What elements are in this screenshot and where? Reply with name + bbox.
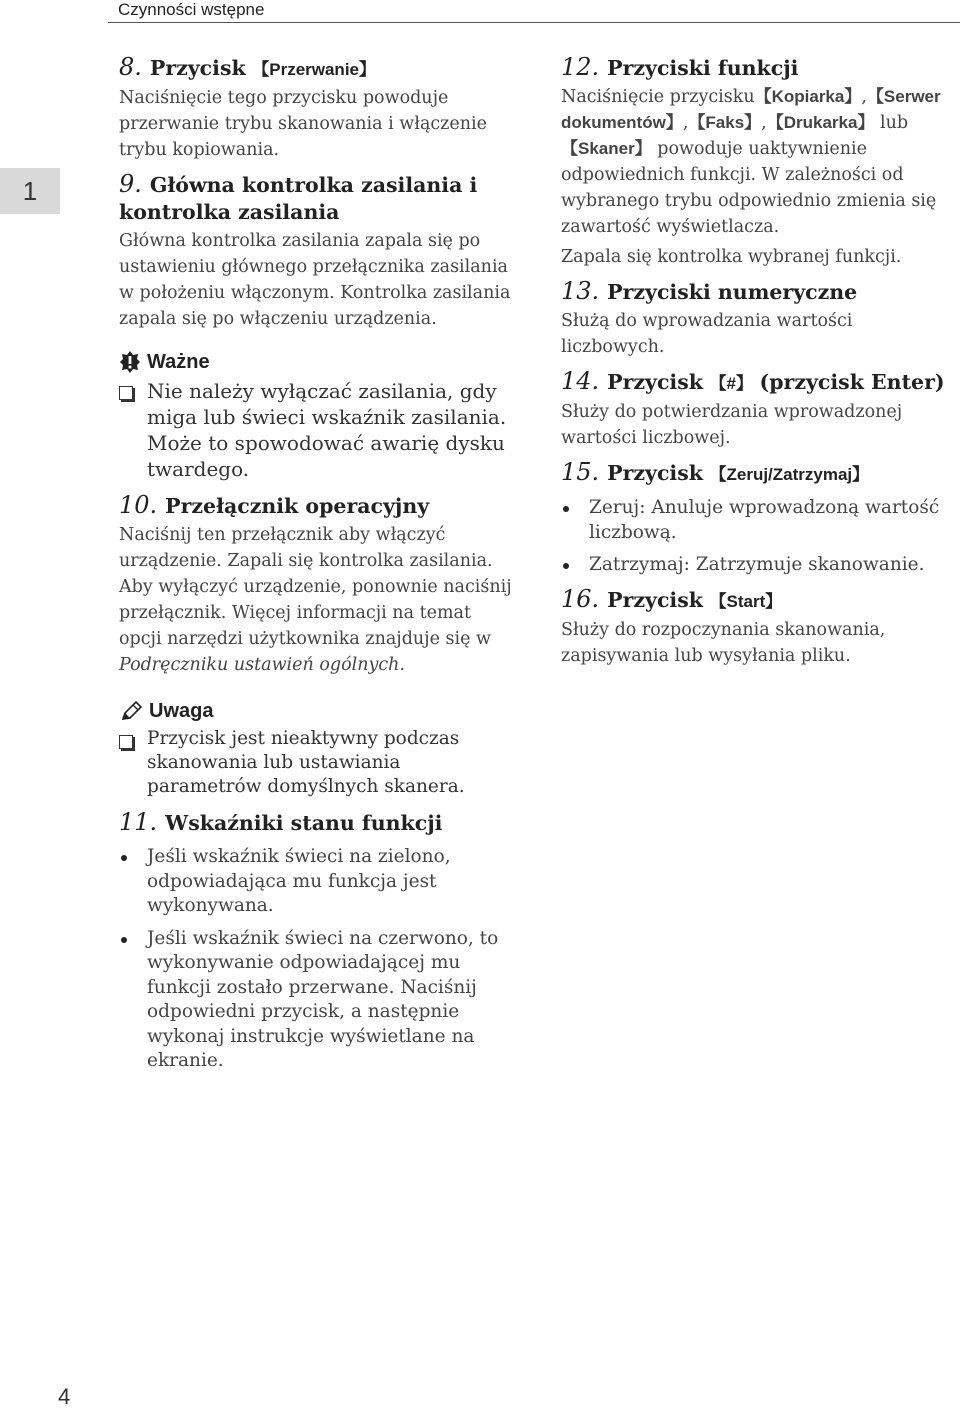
item-number: 8. <box>119 53 142 81</box>
item-15 <box>561 459 956 578</box>
item-number: 16. <box>561 584 600 613</box>
drukarka-key: 【Drukarka】 <box>766 113 875 132</box>
item-body: Służy do rozpoczynania skanowania, zapisywania lub wysyłania pliku. <box>561 619 886 666</box>
note <box>119 727 514 799</box>
item-body-2: Zapala się kontrolka wybranej funkcji. <box>561 247 902 267</box>
item-title: Główna kontrolka zasilania i kontrolka zasilania <box>119 173 478 224</box>
item-13 <box>561 278 956 360</box>
item-body: Służy do potwierdzania wprowadzonej wartości liczbowej. <box>561 402 903 448</box>
item-heading <box>561 586 956 615</box>
item-heading <box>119 54 514 83</box>
header-rule <box>108 22 960 23</box>
item-heading <box>561 368 956 397</box>
bullet-text: Jeśli wskaźnik świeci na czerwono, to wykonywanie odpowiadającej mu funkcji zostało przerwane. Naciśnij odpowiedni przycisk, a następnie wykonaj instrukcje wyświetlane na ekranie. <box>147 927 499 1071</box>
left-column <box>119 54 514 1082</box>
page-number: 4 <box>58 1384 71 1409</box>
note-text: Przycisk jest nieaktywny podczas skanowania lub ustawiania parametrów domyślnych skanera. <box>147 728 465 797</box>
item-heading <box>119 492 514 520</box>
note-heading <box>119 700 514 723</box>
kopiarka-key: 【Kopiarka】 <box>754 87 862 106</box>
item-title-end: (przycisk Enter) <box>759 370 945 394</box>
serwer-key: 【Serwer dokumentów】 <box>561 87 941 132</box>
faks-key: 【Faks】 <box>688 113 762 132</box>
item-9 <box>119 171 514 332</box>
item-number: 9. <box>119 170 142 198</box>
bullet-icon <box>121 855 127 861</box>
item-body: Naciśnij ten przełącznik aby włączyć urządzenie. Zapali się kontrolka zasilania. Aby wyłączyć urządzenie, ponownie naciśnij przełącznik. Więcej informacji na temat opcji narzędzi użytkownika znajduje się w Podręczniku ustawień ogólnych. <box>119 525 512 675</box>
important-text: Nie należy wyłączać zasilania, gdy miga lub świeci wskaźnik zasilania. Może to spowodować awarię dysku twardego. <box>147 379 507 481</box>
skaner-key: 【Skaner】 <box>561 139 652 158</box>
item-16 <box>561 586 956 669</box>
bullet-text: Jeśli wskaźnik świeci na zielono, odpowiadająca mu funkcja jest wykonywana. <box>147 846 451 916</box>
bullet-icon <box>563 506 569 512</box>
bullet-item <box>119 845 514 919</box>
note-label: Uwaga <box>149 700 214 722</box>
bullet-text: Zatrzymaj: Zatrzymuje skanowanie. <box>589 554 925 575</box>
item-8 <box>119 54 514 163</box>
bullet-item <box>119 927 514 1074</box>
item-body: Główna kontrolka zasilania zapala się po ustawieniu głównego przełącznika zasilania w położeniu włączonym. Kontrolka zasilania zapala się po włączeniu urządzenia. <box>119 231 511 329</box>
item-number: 15. <box>561 458 600 486</box>
item-title: Przycisk <box>607 587 703 612</box>
button-name: 【Start】 <box>709 591 783 611</box>
item-14 <box>561 368 956 451</box>
bullet-item <box>561 496 956 545</box>
item-body: Naciśnięcie tego przycisku powoduje przerwanie trybu skanowania i włączenie trybu kopiowania. <box>119 88 487 160</box>
important-note <box>119 378 514 482</box>
checkbox-icon <box>119 735 133 749</box>
item-title: Przełącznik operacyjny <box>165 494 430 518</box>
bullet-icon <box>121 937 127 943</box>
pencil-icon <box>119 701 143 723</box>
item-title: Przyciski funkcji <box>607 56 799 80</box>
item-title: Wskaźniki stanu funkcji <box>165 811 443 835</box>
checkbox-icon <box>119 386 133 400</box>
item-title: Przyciski numeryczne <box>607 280 858 304</box>
item-body: Służą do wprowadzania wartości liczbowych. <box>561 311 853 357</box>
item-12 <box>561 54 956 270</box>
item-number: 12. <box>561 53 600 81</box>
right-column <box>561 54 956 677</box>
chapter-tab: 1 <box>0 168 65 214</box>
manual-title: Podręczniku ustawień ogólnych <box>119 655 400 675</box>
item-title: Przycisk <box>607 370 703 394</box>
item-number: 11. <box>119 808 158 836</box>
important-heading <box>119 350 514 374</box>
bullet-icon <box>563 563 569 569</box>
item-heading <box>119 809 514 837</box>
running-header: Czynności wstępne <box>118 0 265 19</box>
button-name: 【Przerwanie】 <box>252 60 376 79</box>
item-title: Przycisk <box>149 56 246 80</box>
button-name: 【#】 <box>709 374 753 393</box>
item-heading <box>561 54 956 82</box>
important-icon <box>119 350 141 374</box>
item-title: Przycisk <box>607 461 703 485</box>
item-body: Naciśnięcie przycisku【Kopiarka】,【Serwer dokumentów】,【Faks】,【Drukarka】 lub 【Skaner】 powoduje uaktywnienie odpowiednich funkcji. W zależności od wybranego trybu odpowiednio zmienia się zawartość wyświetlacza. <box>561 87 941 237</box>
item-number: 14. <box>561 367 600 395</box>
item-number: 10. <box>119 491 158 519</box>
bullet-text: Zeruj: Anuluje wprowadzoną wartość liczbową. <box>589 497 940 543</box>
item-heading <box>119 171 514 226</box>
bullet-item <box>561 553 956 578</box>
item-heading <box>561 459 956 488</box>
item-11 <box>119 809 514 1074</box>
item-number: 13. <box>561 277 600 305</box>
item-10 <box>119 492 514 678</box>
item-heading <box>561 278 956 306</box>
button-name: 【Zeruj/Zatrzymaj】 <box>709 465 870 484</box>
important-label: Ważne <box>147 350 210 373</box>
